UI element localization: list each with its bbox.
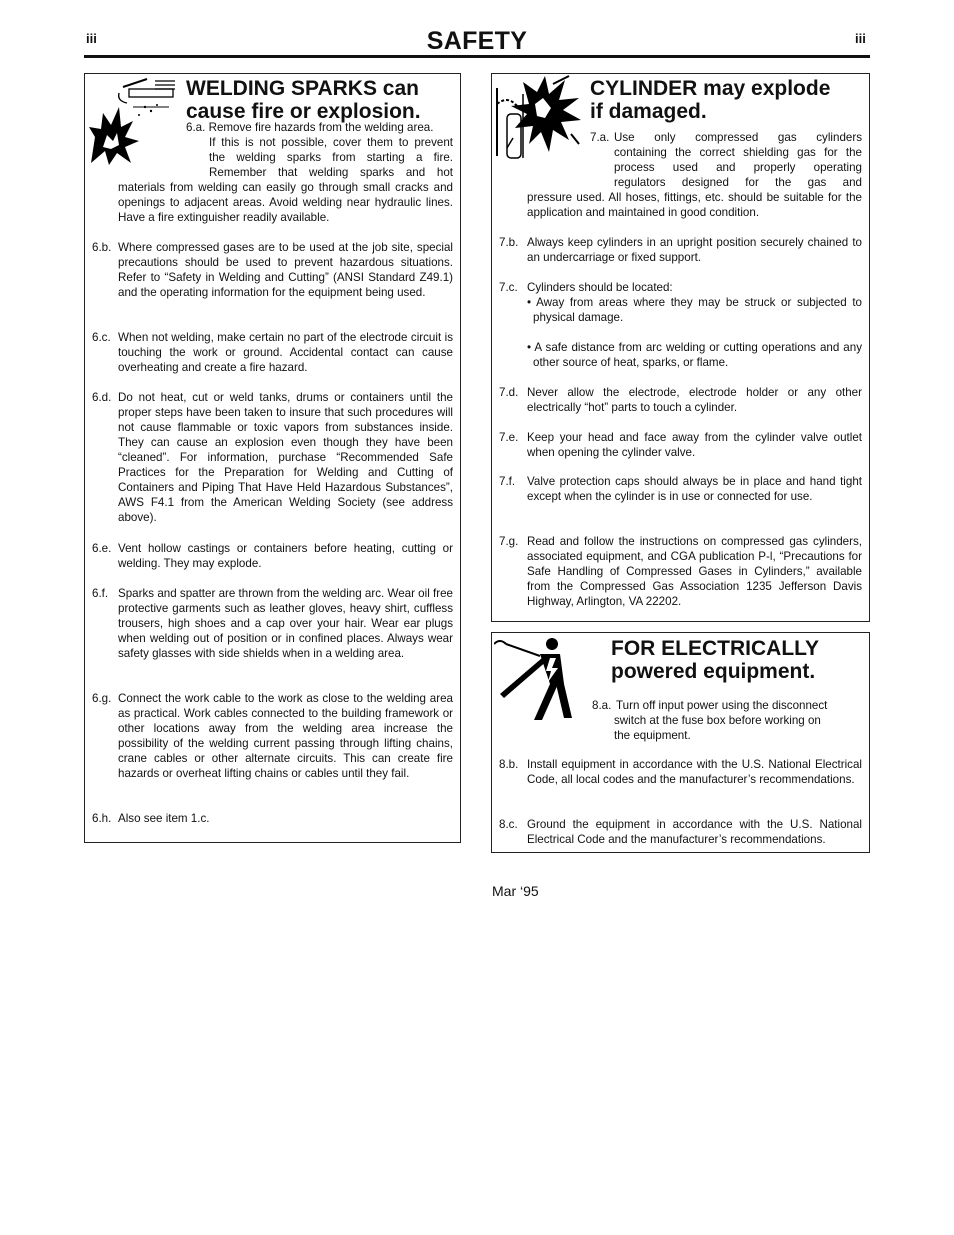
item-6a-number: 6.a. bbox=[186, 121, 206, 134]
item-text: Valve protection caps should always be in place and hand tight except when the cylinder is in use or connected for use. bbox=[527, 475, 862, 503]
sparks-heading bbox=[186, 77, 421, 123]
item-8a-line1: Turn off input power using the disconnect bbox=[616, 699, 828, 712]
item-text: Read and follow the instructions on compressed gas cylinders, associated equipment, and CGA publication P-l, “Precautions for Safe Handling of Compressed Gases in Cylinders,” available from the Compressed Gas Association 1235 Jefferson Davis Highway, Arlington, VA 22202. bbox=[527, 535, 862, 608]
item-text: Keep your head and face away from the cylinder valve outlet when opening the cylinder valve. bbox=[527, 431, 862, 459]
item-6a-line2: the welding sparks from starting a fire. bbox=[209, 151, 453, 164]
item-7e bbox=[499, 430, 862, 460]
item-6f bbox=[92, 586, 453, 661]
item-text: Also see item 1.c. bbox=[118, 812, 210, 825]
item-number: 6.b. bbox=[92, 241, 112, 254]
item-7g bbox=[499, 534, 862, 609]
item-6a-first-text: Remove fire hazards from the welding area. bbox=[208, 121, 434, 134]
item-6a-line3: Remember that welding sparks and hot bbox=[209, 166, 453, 179]
item-number: 6.g. bbox=[92, 692, 112, 705]
item-text: Where compressed gases are to be used at the job site, special precautions should be used to prevent hazardous situations. Refer to “Safety in Welding and Cutting” (ANSI Standard Z49.1) and the operating information for the equipment being used. bbox=[118, 241, 453, 299]
item-7a-line4: regulators designed for the gas and bbox=[614, 176, 862, 189]
item-text: Install equipment in accordance with the U.S. National Electrical Code, all local codes and the manufacturer’s recommendations. bbox=[527, 758, 862, 786]
item-7b bbox=[499, 235, 862, 265]
item-7a-number: 7.a. bbox=[590, 131, 610, 144]
item-number: 6.f. bbox=[92, 587, 109, 600]
item-number: 8.b. bbox=[499, 758, 519, 771]
item-number: 7.b. bbox=[499, 236, 519, 249]
item-8c bbox=[499, 817, 862, 847]
item-7f bbox=[499, 474, 862, 504]
item-text: Vent hollow castings or containers before heating, cutting or welding. They may explode. bbox=[118, 542, 453, 570]
cylinder-box bbox=[491, 73, 870, 622]
item-6a-first-line bbox=[186, 120, 452, 135]
sparks-explosion-icon bbox=[89, 77, 181, 167]
cylinder-bullet-1: • Away from areas where they may be struck or subjected to physical damage. bbox=[527, 296, 862, 324]
item-7a-rest: pressure used. All hoses, fittings, etc. should be suitable for the application and maintained in good condition. bbox=[527, 191, 862, 219]
item-text: Sparks and spatter are thrown from the welding arc. Wear oil free protective garments such as leather gloves, heavy shirt, cuffless trousers, high shoes and a cap over your hair. Wear ear plugs when welding out of position or in confined places. Always wear safety glasses with side shields when in a welding area. bbox=[118, 587, 453, 660]
item-7a-line3: process used and properly operating bbox=[614, 161, 862, 174]
item-number: 7.f. bbox=[499, 475, 516, 488]
item-6b bbox=[92, 240, 453, 300]
cylinder-explosion-icon bbox=[493, 74, 583, 160]
electrical-heading-line1: FOR ELECTRICALLY bbox=[611, 637, 820, 660]
sparks-heading-line1: WELDING SPARKS can bbox=[186, 77, 419, 100]
item-8a-number: 8.a. bbox=[592, 699, 612, 712]
item-text: When not welding, make certain no part of the electrode circuit is touching the work or ground. Accidental contact can cause overheating and create a fire hazard. bbox=[118, 331, 453, 374]
item-number: 7.g. bbox=[499, 535, 519, 548]
item-number: 8.c. bbox=[499, 818, 518, 831]
item-text: Do not heat, cut or weld tanks, drums or containers until the proper steps have been taken to insure that such procedures will not cause flammable or toxic vapors from substances inside. They can cause an explosion even though they have been “cleaned”. For information, purchase “Recommended Safe Practices for the Preparation for Welding and Cutting of Containers and Piping That Have Held Hazardous Substances”, AWS F4.1 from the American Welding Society (see address above). bbox=[118, 391, 453, 524]
item-number: 7.e. bbox=[499, 431, 519, 444]
header-rule bbox=[84, 55, 870, 58]
item-6a-rest: materials from welding can easily go through small cracks and openings to adjacent areas. Avoid welding near hydraulic lines. Have a fire extinguisher readily available. bbox=[118, 181, 453, 224]
item-text: Ground the equipment in accordance with the U.S. National Electrical Code and the manufacturer’s recommendations. bbox=[527, 818, 862, 846]
cylinder-bullet-2: • A safe distance from arc welding or cutting operations and any other source of heat, sparks, or flame. bbox=[527, 341, 862, 369]
item-7c bbox=[499, 280, 862, 295]
item-7a-line2: containing the correct shielding gas for the bbox=[614, 146, 862, 159]
item-6e bbox=[92, 541, 453, 571]
item-6h bbox=[92, 811, 453, 826]
item-number: 6.e. bbox=[92, 542, 112, 555]
cylinder-heading-line2: if damaged. bbox=[590, 100, 707, 123]
item-number: 6.d. bbox=[92, 391, 112, 404]
item-number: 6.c. bbox=[92, 331, 111, 344]
item-text: Always keep cylinders in an upright position securely chained to an undercarriage or fixed support. bbox=[527, 236, 862, 264]
item-number: 6.h. bbox=[92, 812, 112, 825]
item-6g bbox=[92, 691, 453, 781]
sparks-heading-line2: cause fire or explosion. bbox=[186, 100, 421, 123]
cylinder-heading bbox=[590, 77, 830, 123]
page-title: SAFETY bbox=[426, 27, 528, 55]
item-6c bbox=[92, 330, 453, 375]
item-8a-line2: switch at the fuse box before working on bbox=[614, 714, 821, 727]
electrical-heading bbox=[611, 637, 819, 683]
item-6a-line1: If this is not possible, cover them to prevent bbox=[209, 136, 453, 149]
page-number-right: iii bbox=[855, 31, 866, 46]
electrical-box bbox=[491, 632, 870, 853]
item-7d bbox=[499, 385, 862, 415]
item-7a-line1: Use only compressed gas cylinders bbox=[614, 131, 862, 144]
cylinder-heading-line1: CYLINDER may explode bbox=[590, 77, 831, 100]
item-6d bbox=[92, 390, 453, 525]
item-number: 7.d. bbox=[499, 386, 519, 399]
item-8a-line3: the equipment. bbox=[614, 729, 691, 742]
item-text: Never allow the electrode, electrode holder or any other electrically “hot” parts to touch a cylinder. bbox=[527, 386, 862, 414]
revision-date: Mar ‘95 bbox=[492, 883, 539, 899]
electrical-heading-line2: powered equipment. bbox=[611, 660, 816, 683]
item-text: Cylinders should be located: bbox=[527, 281, 673, 294]
item-8b bbox=[499, 757, 862, 787]
item-text: Connect the work cable to the work as close to the welding area as practical. Work cables connected to the building framework or other locations away from the welding area increase the possibility of the welding current passing through lifting chains, crane cables or other alternate circuits. This can create fire hazards or overheat lifting chains or cables until they fail. bbox=[118, 692, 453, 780]
item-number: 7.c. bbox=[499, 281, 518, 294]
welding-sparks-box bbox=[84, 73, 461, 843]
page-number-left: iii bbox=[86, 31, 97, 46]
electric-shock-icon bbox=[494, 636, 574, 722]
